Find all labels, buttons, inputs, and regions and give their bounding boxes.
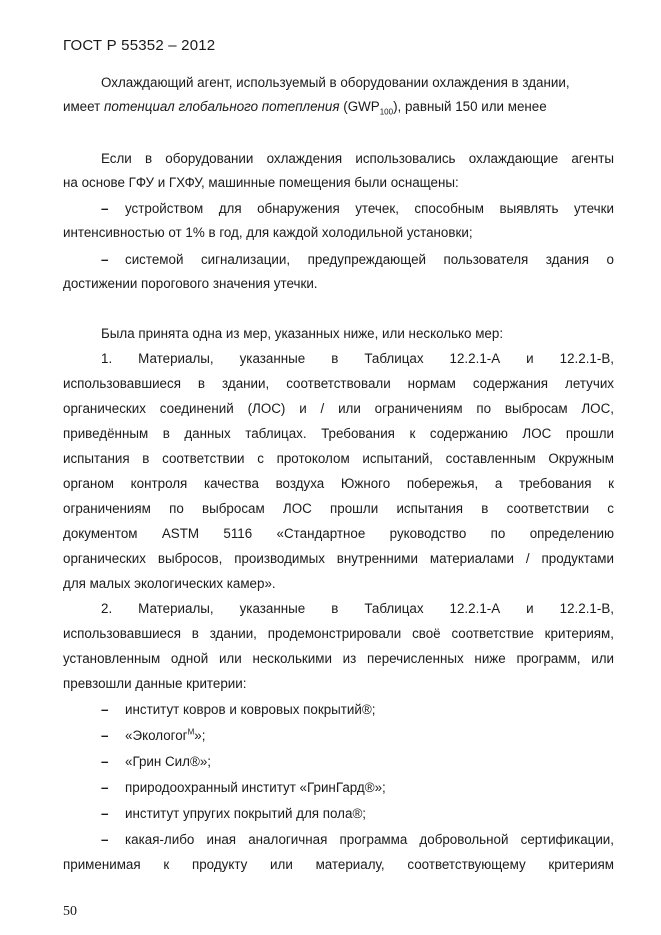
dash-marker: – xyxy=(101,832,109,847)
paragraph-line: достижении порогового значения утечки. xyxy=(63,276,318,291)
bullet-text: системой сигнализации, предупреждающей пользователя здания о xyxy=(125,252,614,267)
dash-marker: – xyxy=(101,252,109,267)
dash-marker: – xyxy=(101,702,109,717)
list-item-line: для малых экологических камер». xyxy=(63,576,276,591)
list-item-line: 2. Материалы, указанные в Таблицах 12.2.1-А и 12.2.1-В, xyxy=(101,601,614,616)
paragraph-line xyxy=(63,95,614,119)
bullet-item xyxy=(101,248,614,272)
paragraph-line: Охлаждающий агент, используемый в оборудовании охлаждения в здании, xyxy=(101,75,570,90)
program-item xyxy=(101,802,614,826)
dash-marker: – xyxy=(101,754,109,769)
program-text: институт ковров и ковровых покрытий®; xyxy=(125,702,376,717)
bullet-text: устройством для обнаружения утечек, способным выявлять утечки xyxy=(125,201,614,216)
text-run: ), равный 150 или менее xyxy=(393,99,547,114)
list-item-line: установленным одной или несколькими из перечисленных ниже программ, или xyxy=(63,651,614,666)
list-item-line: ограничениям по выбросам ЛОС прошли испытания в соответствии с xyxy=(63,501,614,516)
list-item-line: органом контроля качества воздуха Южного побережья, а требования к xyxy=(63,476,614,491)
program-item-line: применимая к продукту или материалу, соответствующему критериям xyxy=(63,857,614,872)
program-item xyxy=(101,698,614,722)
superscript: М xyxy=(187,727,195,737)
list-item-line: испытания в соответствии с протоколом испытаний, составленным Окружным xyxy=(63,451,614,466)
dash-marker: – xyxy=(101,728,109,743)
list-item-line: органических соединений (ЛОС) и / или ограничениям по выбросам ЛОС, xyxy=(63,401,614,416)
standard-header: ГОСТ Р 55352 – 2012 xyxy=(63,37,216,54)
paragraph-line: Если в оборудовании охлаждения использовались охлаждающие агенты xyxy=(101,151,614,166)
text-run: (GWP xyxy=(339,99,380,114)
list-item-line: документом ASTM 5116 «Стандартное руководство по определению xyxy=(63,526,614,541)
text-run: имеет xyxy=(63,99,104,114)
program-text: какая-либо иная аналогичная программа добровольной сертификации, xyxy=(125,832,614,847)
paragraph-line: на основе ГФУ и ГХФУ, машинные помещения были оснащены: xyxy=(63,175,459,190)
program-item xyxy=(101,750,614,774)
list-item-line: органических выбросов, производимых внутренними материалами / продуктами xyxy=(63,551,614,566)
list-item-line: 1. Материалы, указанные в Таблицах 12.2.1-А и 12.2.1-В, xyxy=(101,351,614,366)
subscript: 100 xyxy=(379,107,394,117)
program-text: »; xyxy=(194,728,206,743)
italic-term: потенциал глобального потепления xyxy=(104,99,340,114)
bullet-item xyxy=(101,197,614,221)
list-item-line: превзошли данные критерии: xyxy=(63,676,247,691)
program-text: «Грин Сил®»; xyxy=(125,754,211,769)
program-item xyxy=(101,724,614,748)
program-text: «Экологог xyxy=(125,728,188,743)
program-item xyxy=(101,828,614,852)
dash-marker: – xyxy=(101,201,109,216)
list-item-line: использовавшиеся в здании, продемонстрировали своё соответствие критериям, xyxy=(63,626,614,641)
paragraph-line: Была принята одна из мер, указанных ниже, или несколько мер: xyxy=(101,326,504,341)
page-number: 50 xyxy=(63,904,77,919)
program-text: институт упругих покрытий для пола®; xyxy=(125,806,367,821)
dash-marker: – xyxy=(101,806,109,821)
program-text: природоохранный институт «ГринГард®»; xyxy=(125,780,386,795)
dash-marker: – xyxy=(101,780,109,795)
program-item xyxy=(101,776,614,800)
list-item-line: приведённым в данных таблицах. Требования к содержанию ЛОС прошли xyxy=(63,426,614,441)
list-item-line: использовавшиеся в здании, соответствовали нормам содержания летучих xyxy=(63,376,614,391)
paragraph-line: интенсивностью от 1% в год, для каждой холодильной установки; xyxy=(63,225,473,240)
